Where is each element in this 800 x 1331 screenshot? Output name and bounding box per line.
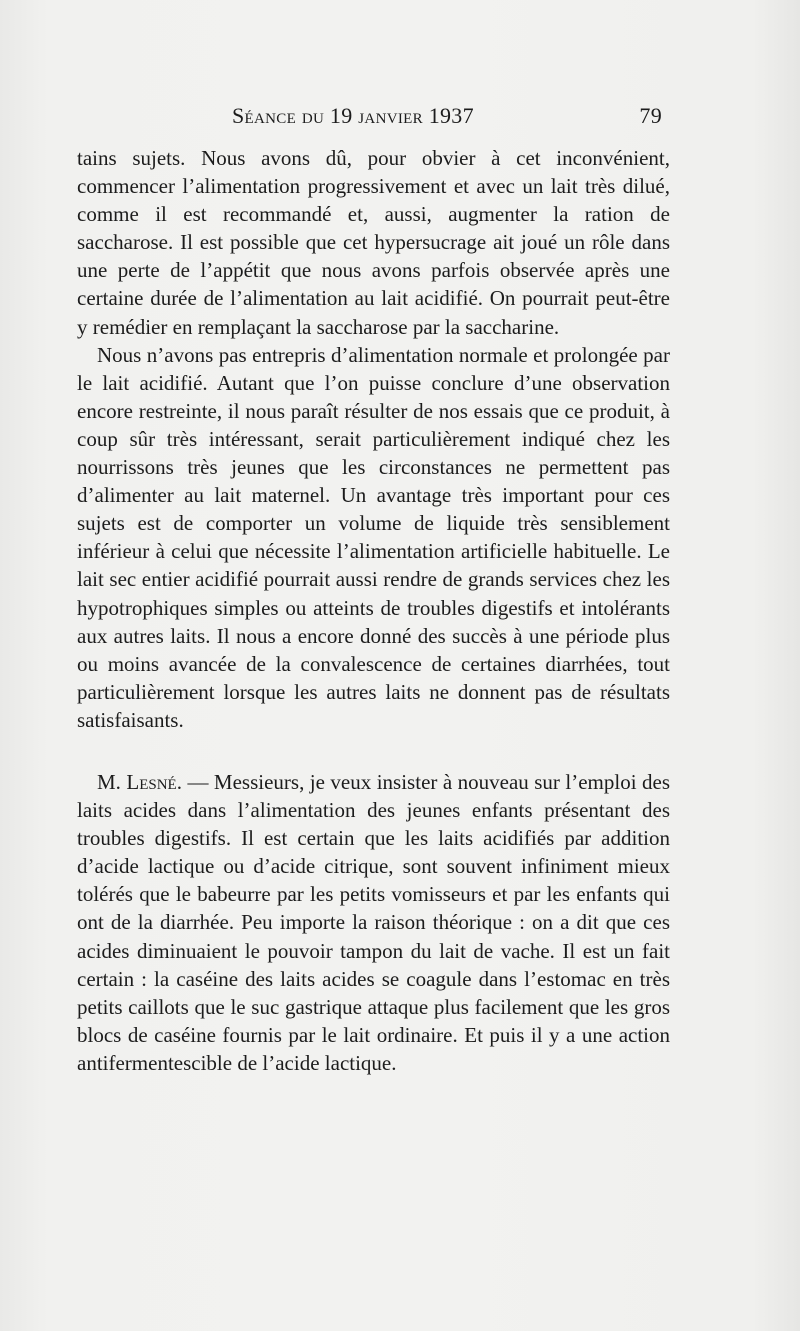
body-text (77, 144, 670, 1077)
paragraph-acidified-milk: Nous n’avons pas entrepris d’alimentation normale et prolongée par le lait acidifié. Autant que l’on puisse conclure d’une observation encore restreinte, il nous paraît résulter de nos essais que ce produit, à coup sûr très intéressant, serait particulièrement indiqué chez les nourrissons très jeunes que les circonstances ne permettent pas d’alimenter au lait maternel. Un avantage très important pour ces sujets est de comporter un volume de liquide très sensiblement inférieur à celui que nécessite l’alimentation artificielle habituelle. Le lait sec entier acidifié pourrait aussi rendre de grands services chez les hypotrophiques simples ou atteints de troubles digestifs et intolérants aux autres laits. Il nous a encore donné des succès à une période plus ou moins avancée de la convalescence de certaines diarrhées, tout particulièrement lorsque les autres laits ne donnent pas de résultats satisfaisants. (77, 342, 670, 732)
running-header (232, 103, 662, 133)
page-number: 79 (639, 103, 662, 128)
paragraph-lesne-remarks (77, 768, 670, 1077)
speaker-remarks: — Messieurs, je veux insister à nouveau sur l’emploi des laits acides dans l’alimentation des jeunes enfants présentant des troubles digestifs. Il est certain que les laits acidifiés par addition d’acide lactique ou d’acide citrique, sont souvent infiniment mieux tolérés que le babeurre par les petits vomisseurs et par les enfants qui ont de la diarrhée. Peu importe la raison théorique : on a dit que ces acides diminuaient le pouvoir tampon du lait de vache. Il est un fait certain : la caséine des laits acides se coagule dans l’estomac en très petits caillots que le suc gastrique attaque plus facilement que les gros blocs de caséine fournis par le lait ordinaire. Et puis il y a une action antifermentescible de l’acide lactique. (77, 769, 671, 1075)
running-title: Séance du 19 janvier 1937 (232, 103, 474, 128)
paragraph-continuation: tains sujets. Nous avons dû, pour obvier à cet inconvénient, commencer l’alimentation progressivement et avec un lait très dilué, comme il est recommandé et, aussi, augmenter la ration de saccharose. Il est possible que cet hypersucrage ait joué un rôle dans une perte de l’appétit que nous avons parfois observée après une certaine durée de l’alimentation au lait acidifié. On pourrait peut-être y remédier en remplaçant la saccharose par la saccharine. (77, 146, 670, 339)
speaker-name: M. Lesné. (97, 769, 182, 794)
